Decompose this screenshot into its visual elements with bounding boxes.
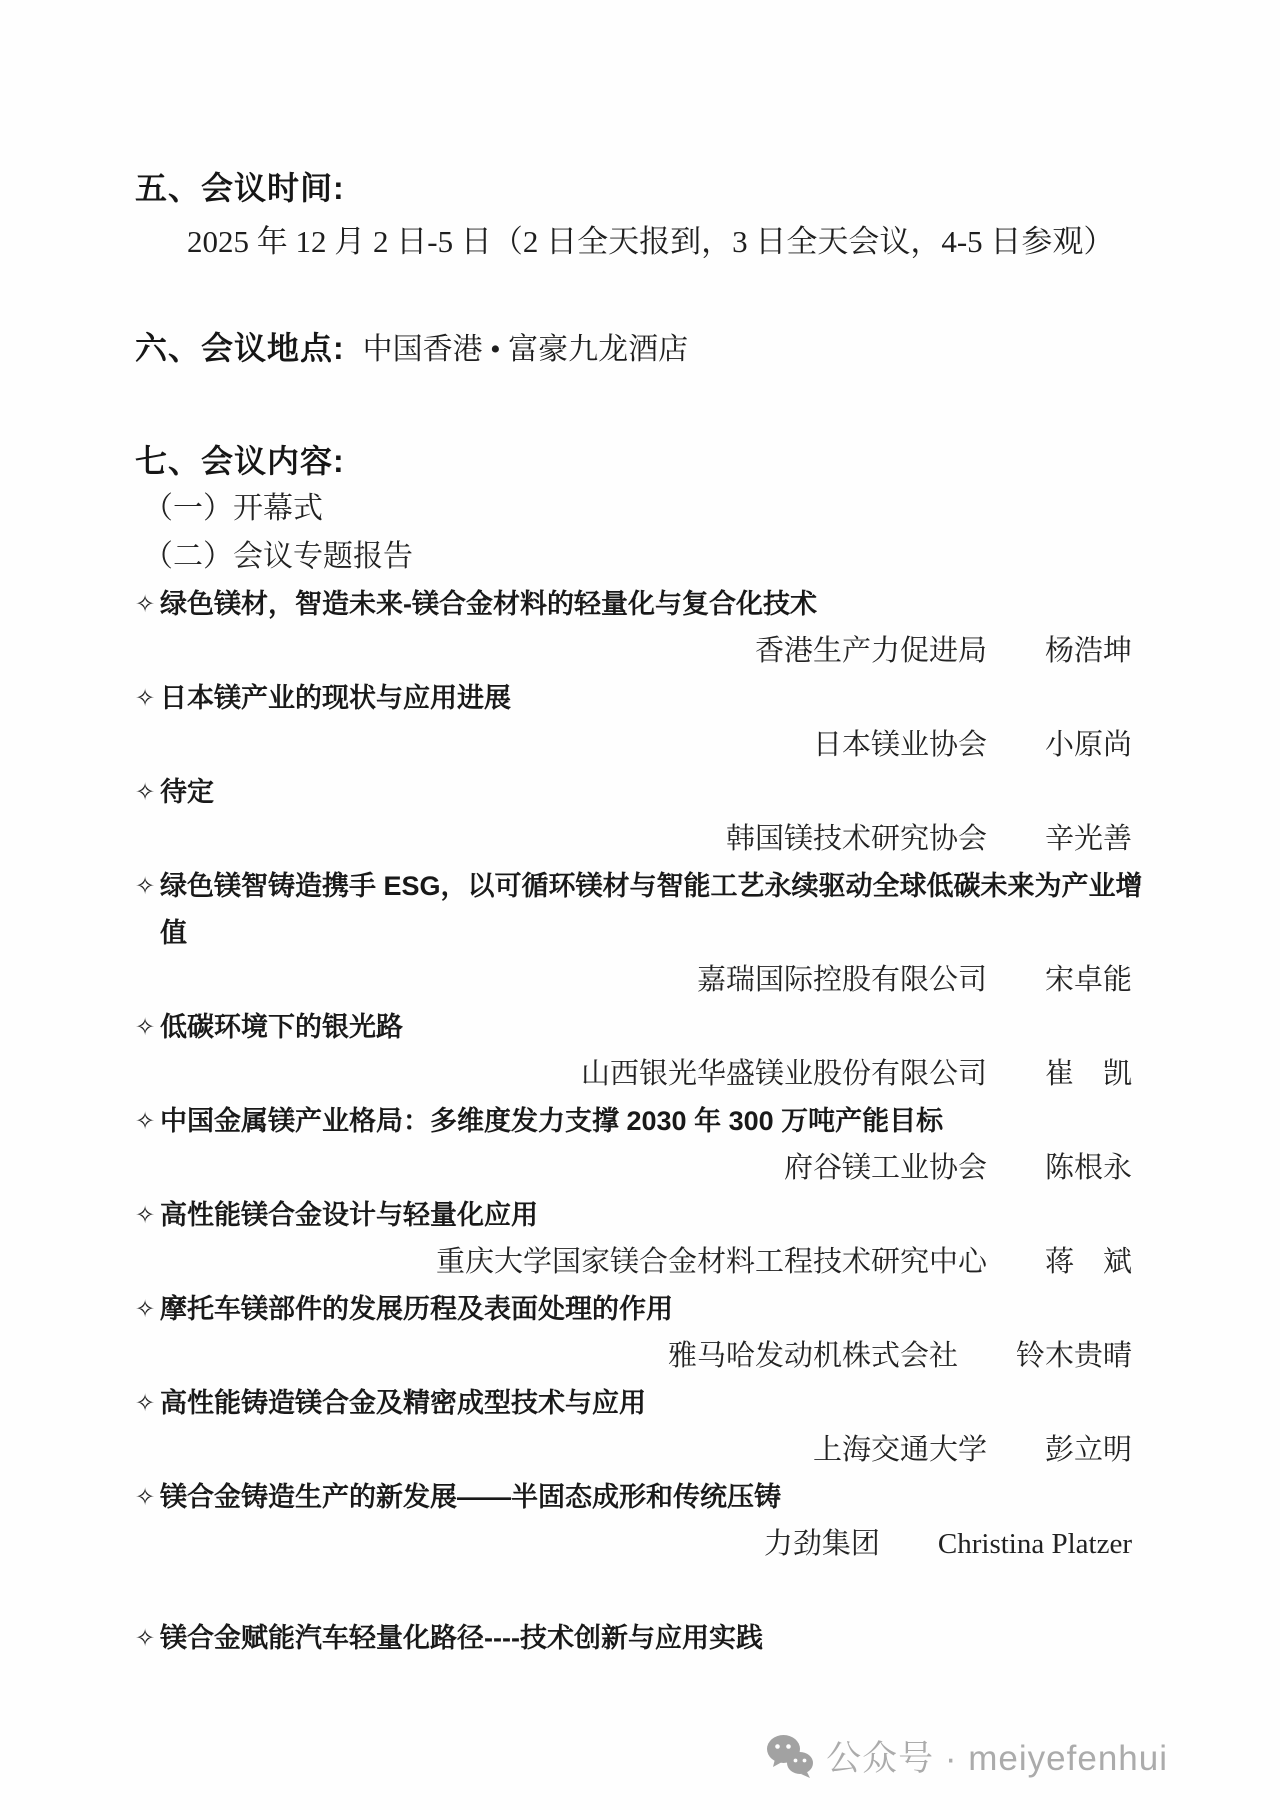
talk-item bbox=[135, 1004, 1150, 1098]
talk-speaker: 雅马哈发动机株式会社 铃木贵晴 bbox=[667, 1340, 1132, 1372]
wechat-icon bbox=[766, 1734, 814, 1778]
talk-title: 镁合金铸造生产的新发展——半固态成形和传统压铸 bbox=[160, 1482, 781, 1512]
talk-title-row bbox=[135, 1098, 1150, 1145]
talk-title: 高性能铸造镁合金及精密成型技术与应用 bbox=[160, 1388, 646, 1418]
talk-item bbox=[135, 1474, 1150, 1568]
meeting-date-text: 2025 年 12 月 2 日-5 日（2 日全天报到，3 日全天会议，4-5 日参观） bbox=[187, 224, 1115, 259]
talk-item bbox=[135, 1286, 1150, 1380]
diamond-bullet-icon: ✧ bbox=[135, 685, 156, 712]
section-heading-content: 七、会议内容: bbox=[135, 443, 345, 479]
talk-item bbox=[135, 863, 1150, 1004]
talk-title: 高性能镁合金设计与轻量化应用 bbox=[160, 1200, 538, 1230]
watermark-text: 公众号 · meiyefenhui bbox=[826, 1739, 1168, 1778]
talk-item bbox=[135, 1192, 1150, 1286]
talk-title: 中国金属镁产业格局：多维度发力支撑 2030 年 300 万吨产能目标 bbox=[160, 1106, 944, 1136]
talk-title: 绿色镁智铸造携手 ESG，以可循环镁材与智能工艺永续驱动全球低碳未来为产业增值 bbox=[160, 871, 1143, 948]
talk-title-row bbox=[135, 1380, 1150, 1427]
meeting-venue-text: 中国香港 • 富豪九龙酒店 bbox=[362, 333, 689, 366]
talk-title-row bbox=[135, 1474, 1150, 1521]
talk-title: 镁合金赋能汽车轻量化路径----技术创新与应用实践 bbox=[160, 1623, 763, 1653]
talk-title-row bbox=[135, 863, 1150, 957]
talk-speaker: 上海交通大学 彭立明 bbox=[812, 1434, 1132, 1466]
talk-speaker: 香港生产力促进局 杨浩坤 bbox=[754, 635, 1132, 667]
talk-item bbox=[135, 581, 1150, 675]
talk-title: 待定 bbox=[160, 777, 214, 807]
talk-item bbox=[135, 1098, 1150, 1192]
talk-title: 日本镁产业的现状与应用进展 bbox=[160, 683, 511, 713]
talk-speaker: 府谷镁工业协会 陈根永 bbox=[783, 1152, 1132, 1184]
diamond-bullet-icon: ✧ bbox=[135, 1484, 156, 1511]
section-heading-venue: 六、会议地点: bbox=[135, 330, 345, 366]
talk-speaker: 山西银光华盛镁业股份有限公司 崔 凯 bbox=[580, 1058, 1132, 1090]
talk-speaker: 嘉瑞国际控股有限公司 宋卓能 bbox=[696, 964, 1132, 996]
talk-item bbox=[135, 675, 1150, 769]
talk-title-row bbox=[135, 1615, 1150, 1662]
diamond-bullet-icon: ✧ bbox=[135, 1014, 156, 1041]
talk-speaker: 韩国镁技术研究协会 辛光善 bbox=[725, 823, 1132, 855]
talk-item bbox=[135, 1615, 1150, 1662]
talk-title-row bbox=[135, 1004, 1150, 1051]
talk-title-row bbox=[135, 1192, 1150, 1239]
diamond-bullet-icon: ✧ bbox=[135, 779, 156, 806]
wechat-watermark bbox=[766, 1731, 1168, 1781]
diamond-bullet-icon: ✧ bbox=[135, 1296, 156, 1323]
talk-speaker: 重庆大学国家镁合金材料工程技术研究中心 蒋 斌 bbox=[435, 1246, 1132, 1278]
talk-list bbox=[135, 581, 1150, 1662]
diamond-bullet-icon: ✧ bbox=[135, 1202, 156, 1229]
talk-title-row bbox=[135, 581, 1150, 628]
section-heading-time: 五、会议时间: bbox=[135, 170, 345, 206]
talk-speaker: 日本镁业协会 小原尚 bbox=[812, 729, 1132, 761]
talk-speaker: 力劲集团 Christina Platzer bbox=[763, 1528, 1132, 1560]
section-venue bbox=[135, 326, 1150, 377]
talk-title: 低碳环境下的银光路 bbox=[160, 1012, 403, 1042]
talk-title: 摩托车镁部件的发展历程及表面处理的作用 bbox=[160, 1294, 673, 1324]
diamond-bullet-icon: ✧ bbox=[135, 1390, 156, 1417]
document-body bbox=[0, 166, 1280, 1662]
talk-item bbox=[135, 769, 1150, 863]
subsection-keynote-reports: （二）会议专题报告 bbox=[143, 540, 413, 573]
talk-title-row bbox=[135, 1286, 1150, 1333]
diamond-bullet-icon: ✧ bbox=[135, 1625, 156, 1652]
diamond-bullet-icon: ✧ bbox=[135, 1108, 156, 1135]
diamond-bullet-icon: ✧ bbox=[135, 591, 156, 618]
talk-title-row bbox=[135, 769, 1150, 816]
subsection-opening-ceremony: （一）开幕式 bbox=[143, 492, 323, 525]
talk-item bbox=[135, 1380, 1150, 1474]
talk-title: 绿色镁材，智造未来-镁合金材料的轻量化与复合化技术 bbox=[160, 589, 817, 619]
talk-title-row bbox=[135, 675, 1150, 722]
diamond-bullet-icon: ✧ bbox=[135, 873, 156, 900]
